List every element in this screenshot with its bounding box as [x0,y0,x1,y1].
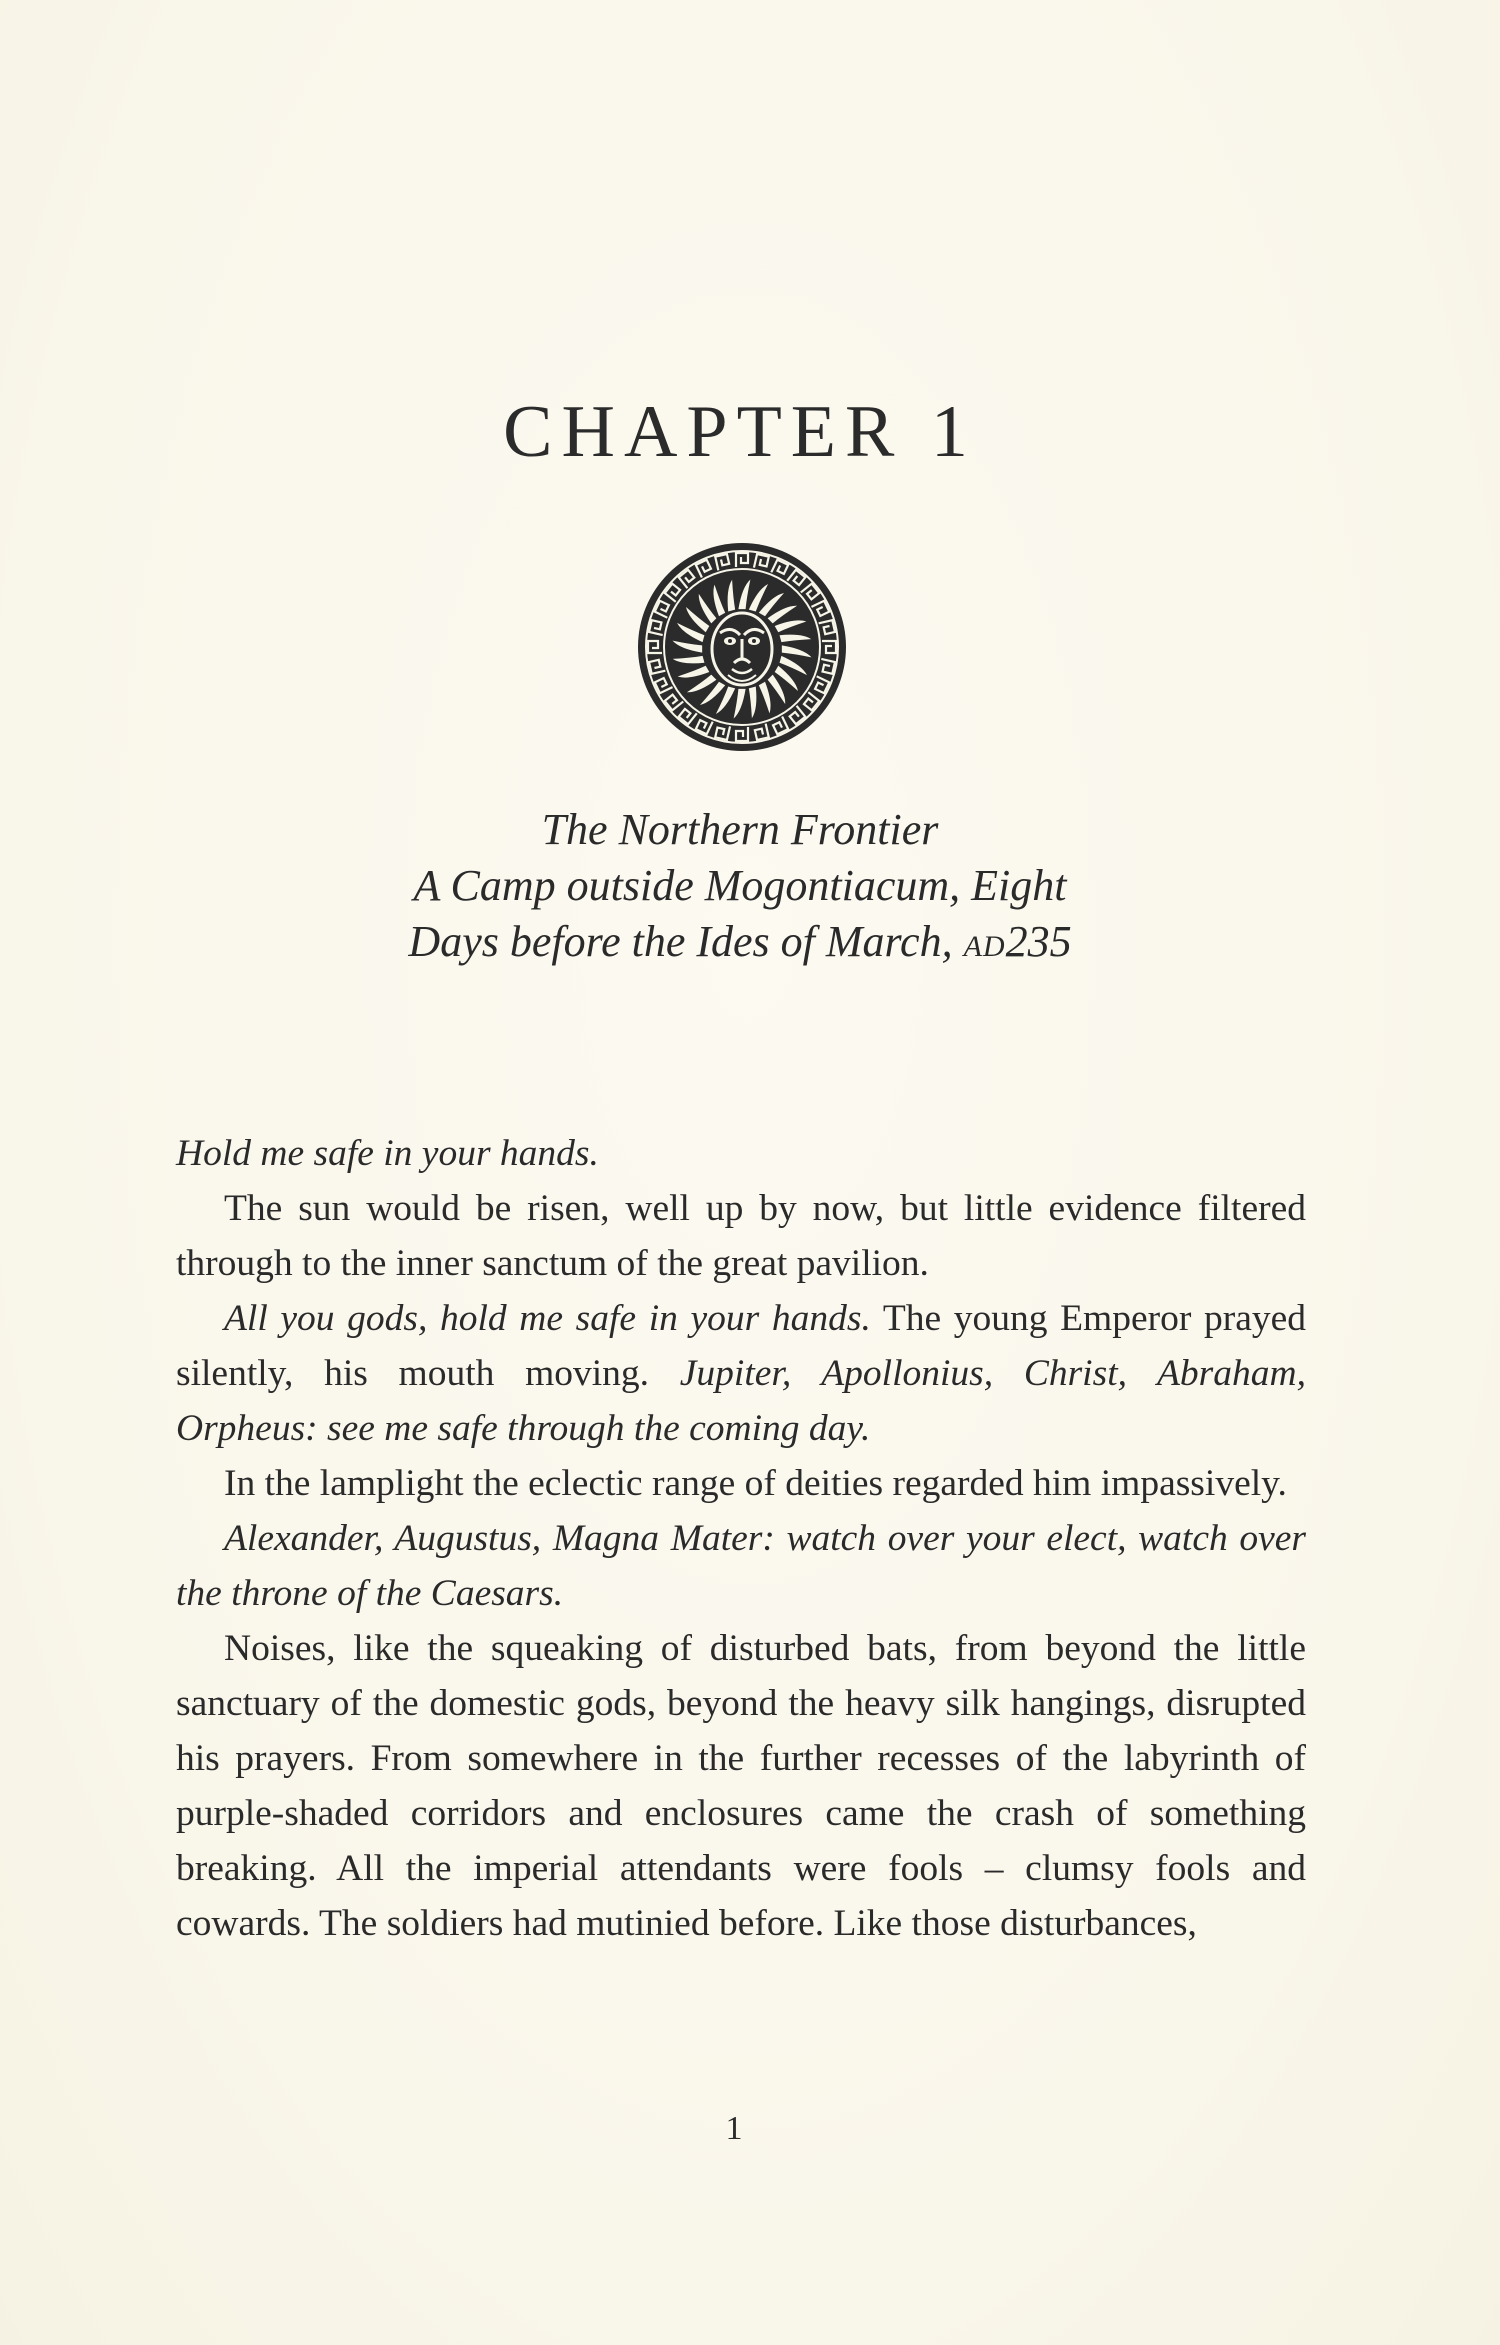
page-number: 1 [725,2110,743,2147]
paragraph-4: In the lamplight the eclectic range of deities regarded him impassively. [224,1463,1287,1504]
italic-prayer: All you gods, hold me safe in your hands. [224,1298,871,1339]
paragraph-2: The sun would be risen, well up by now, but little evidence filtered through to the inner sanctum of the great pavilion. [176,1188,1306,1284]
chapter-body [176,1126,1306,1951]
italic-prayer: Hold me safe in your hands. [176,1133,599,1174]
location-line-1: The Northern Frontier [541,805,939,854]
location-line-2: A Camp outside Mogontiacum, Eight [413,861,1067,910]
narration: The young Emperor prayed silently, his mouth moving. [176,1298,1306,1394]
paragraph-6: Noises, like the squeaking of disturbed bats, from beyond the little sanctuary of the domestic gods, beyond the heavy silk hangings, disrupted his prayers. From somewhere in the further recesses of the labyrinth of purple-shaded corridors and enclosures came the crash of something breaking. All the imperial attendants were fools – clumsy fools and cowards. The soldiers had mutinied before. Like those disturbances, [176,1628,1306,1944]
location-line-3 [0,914,1480,975]
chapter-heading: CHAPTER 1 [503,391,977,473]
paragraph-5 [176,1511,1306,1621]
italic-prayer: Alexander, Augustus, Magna Mater: watch over your elect, watch over the throne of the Caesars. [176,1518,1306,1614]
paragraph-1 [176,1126,1306,1181]
italic-prayer: Jupiter, Apollonius, Christ, Abraham, Orpheus: see me safe through the coming day. [176,1353,1306,1449]
location-era: AD [963,930,1006,963]
chapter-location [0,802,1480,975]
paragraph-3 [176,1291,1306,1456]
location-year: 235 [1005,917,1072,966]
lion-head-medallion-icon [636,541,848,753]
location-date-text: Days before the Ides of March, [408,917,964,966]
